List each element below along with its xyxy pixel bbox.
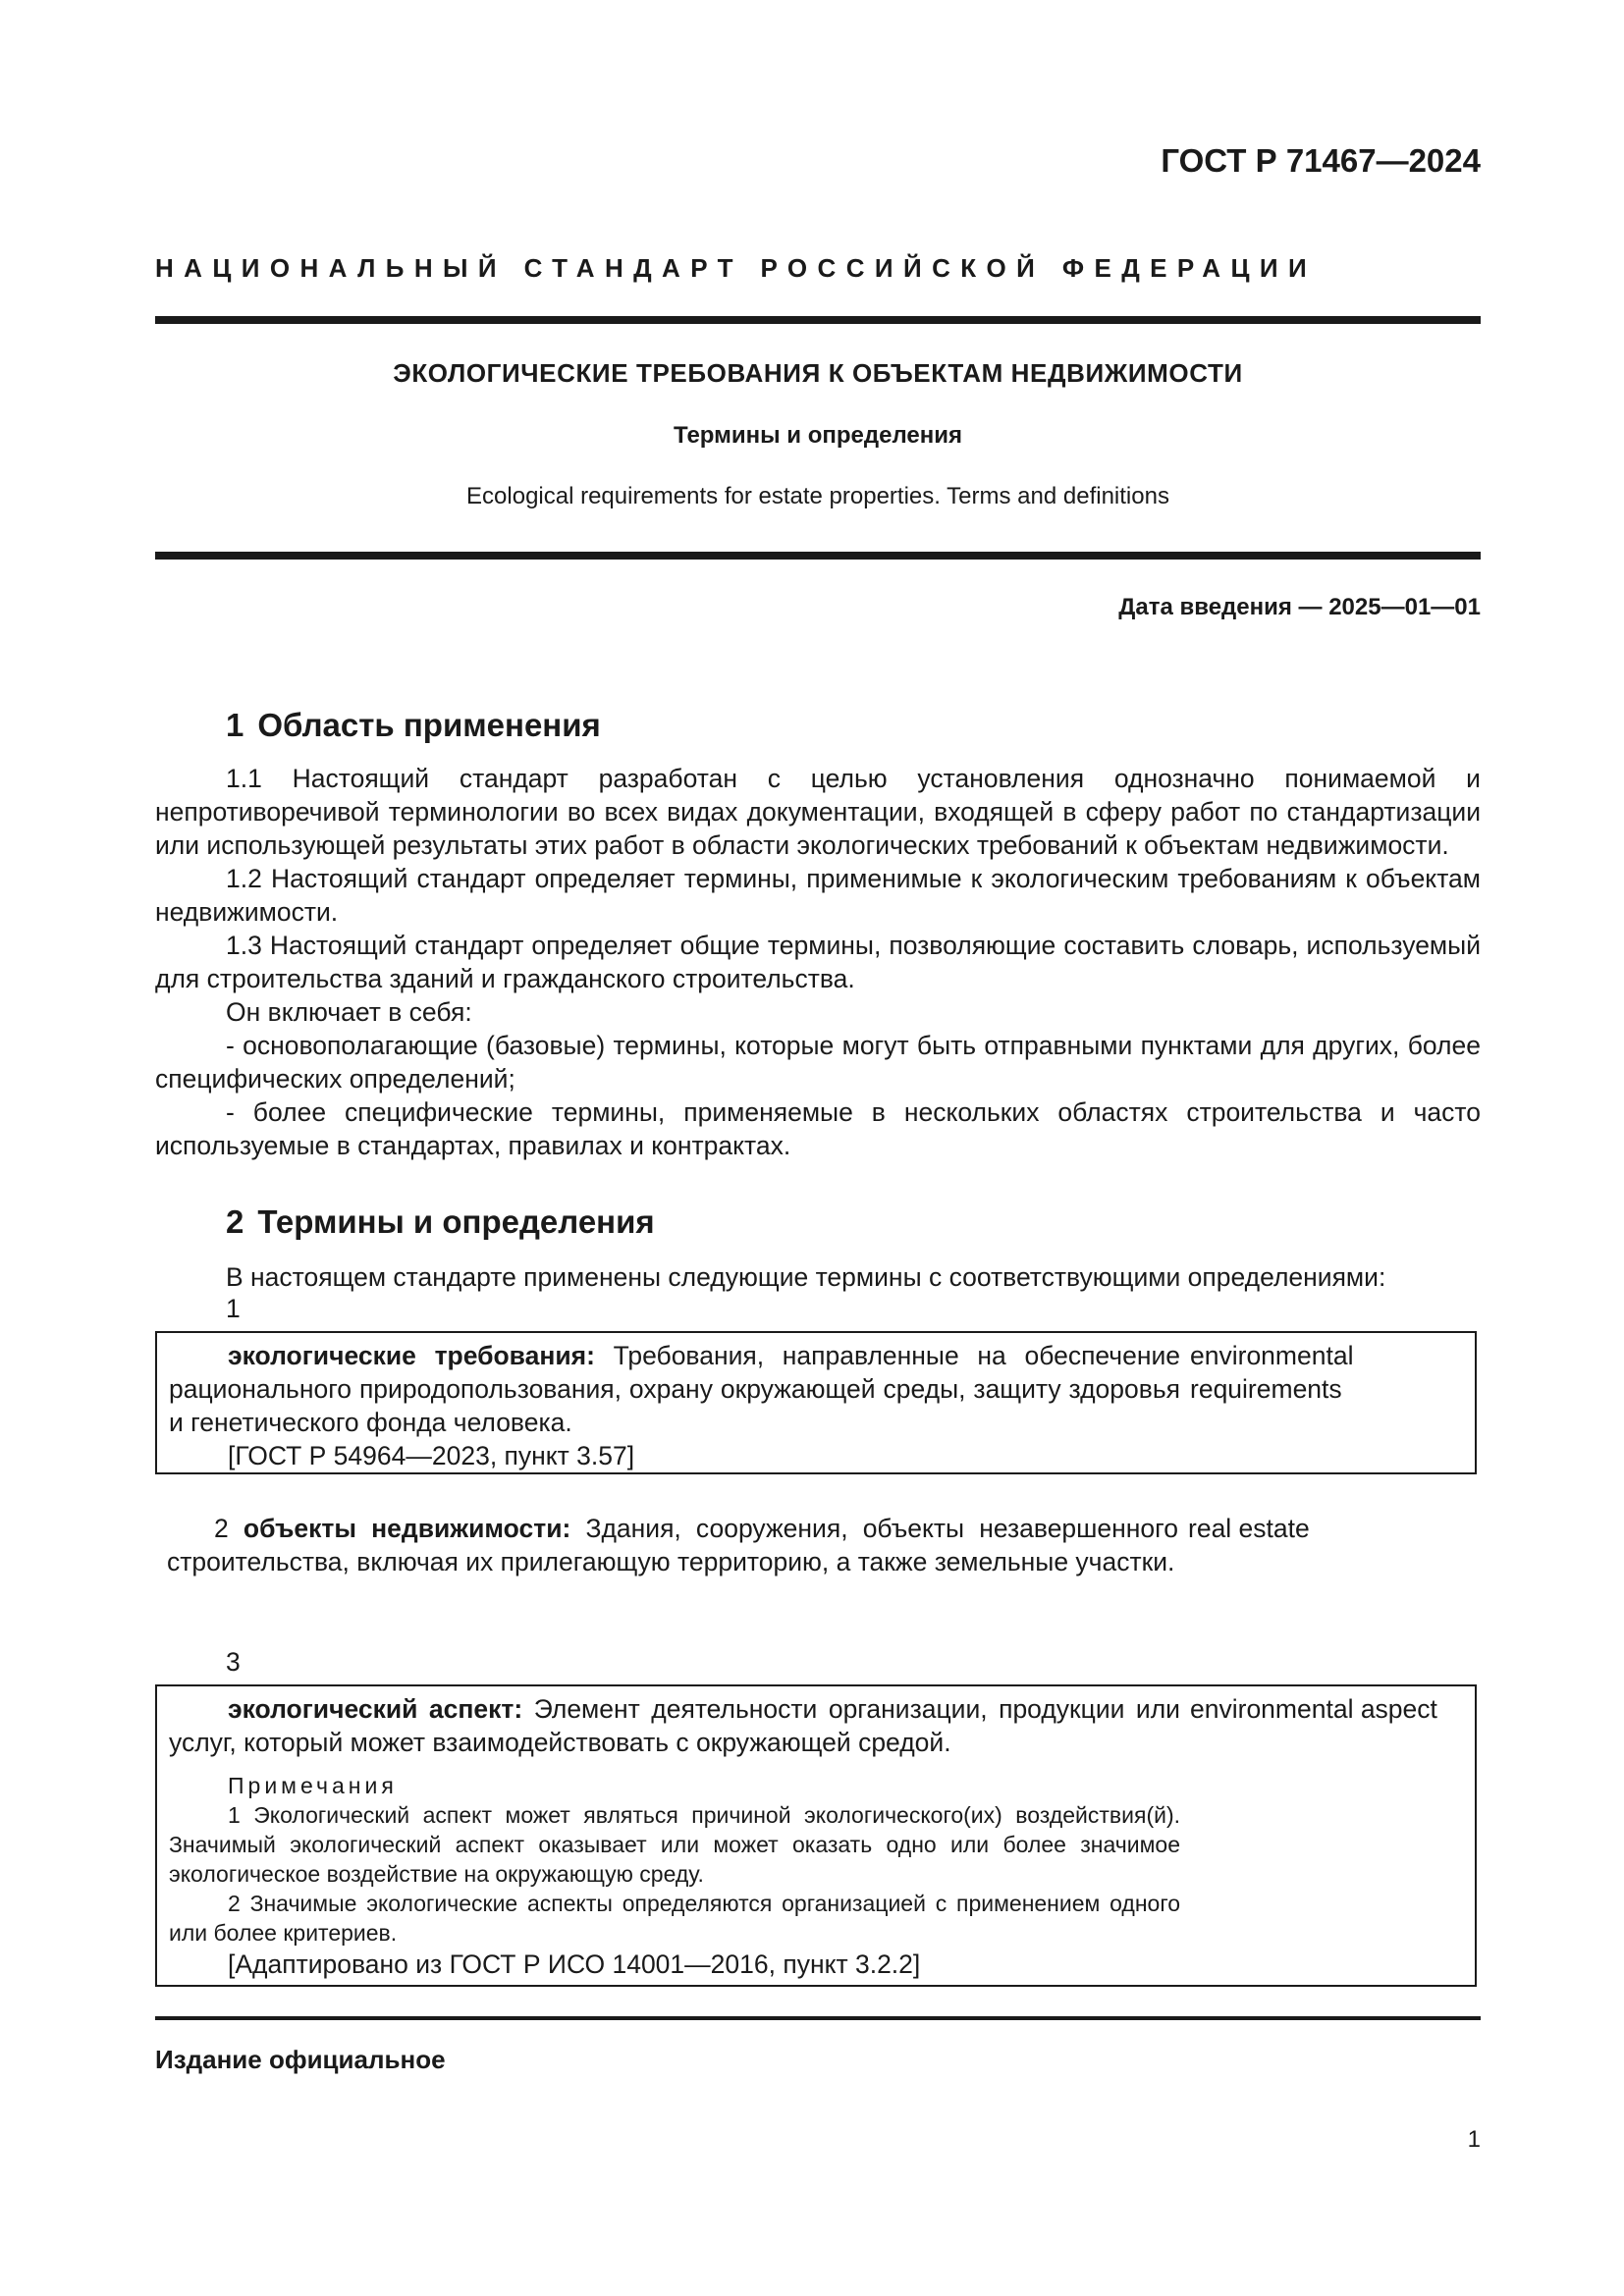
english-title: Ecological requirements for estate properties. Terms and definitions [466, 483, 1169, 509]
term-definition-text: Требования, направленные на обеспечение рационального природопользования, охрану окружающей среды, защиту здоровья и генетического фонда человека. [169, 1341, 1180, 1437]
term-number: 2 [214, 1514, 229, 1543]
page-number: 1 [1467, 2126, 1481, 2153]
term-1-box [155, 1331, 1477, 1474]
document-subtitle: Термины и определения [673, 422, 963, 449]
document-number: ГОСТ Р 71467—2024 [1161, 142, 1481, 179]
section-number: 1 [226, 707, 244, 743]
section-2-intro [155, 1260, 1481, 1294]
note-item: 2 Значимые экологические аспекты определяются организацией с применением одного или более критериев. [169, 1891, 1180, 1946]
top-rule-divider [155, 316, 1481, 324]
paragraph: Он включает в себя: [226, 997, 472, 1027]
term-2-definition [167, 1512, 1178, 1578]
paragraph: - основополагающие (базовые) термины, которые могут быть отправными пунктами для других, более специфических определений; [155, 1031, 1481, 1094]
term-1-number: 1 [226, 1294, 241, 1323]
notes-title: Примечания [228, 1773, 398, 1798]
section-2-heading [226, 1203, 655, 1241]
section-number: 2 [226, 1203, 244, 1240]
term-name: экологические требования: [228, 1341, 595, 1370]
term-name: объекты недвижимости: [243, 1514, 571, 1543]
bottom-rule-divider [155, 552, 1481, 560]
term-3-number: 3 [226, 1647, 241, 1677]
section-title: Область применения [257, 707, 601, 743]
term-3-box [155, 1684, 1477, 1987]
section-1-body [155, 762, 1481, 1162]
footer-rule-divider [155, 2016, 1481, 2020]
term-3-definition [169, 1692, 1180, 1981]
term-source: [ГОСТ Р 54964—2023, пункт 3.57] [228, 1441, 635, 1470]
term-1-definition [169, 1339, 1180, 1472]
term-2-english: real estate [1188, 1514, 1310, 1543]
paragraph: 1.3 Настоящий стандарт определяет общие термины, позволяющие составить словарь, используемый для строительства зданий и гражданского строительства. [155, 931, 1481, 993]
term-definition-text: Здания, сооружения, объекты незавершенного строительства, включая их прилегающую территорию, а также земельные участки. [167, 1514, 1178, 1576]
term-name: экологический аспект: [228, 1694, 523, 1724]
official-edition-label: Издание официальное [155, 2045, 446, 2074]
paragraph: В настоящем стандарте применены следующие термины с соответствующими определениями: [226, 1262, 1386, 1292]
term-source: [Адаптировано из ГОСТ Р ИСО 14001—2016, пункт 3.2.2] [228, 1949, 921, 1979]
section-title: Термины и определения [257, 1203, 655, 1240]
introduction-date: Дата введения — 2025—01—01 [1118, 594, 1481, 620]
term-1-english: environmental requirements [1190, 1341, 1354, 1404]
term-definition-text: Элемент деятельности организации, продукции или услуг, который может взаимодействовать с окружающей средой. [169, 1694, 1180, 1757]
paragraph: 1.2 Настоящий стандарт определяет термины, применимые к экологическим требованиям к объектам недвижимости. [155, 864, 1481, 927]
term-3-english: environmental aspect [1190, 1694, 1437, 1724]
paragraph: - более специфические термины, применяемые в нескольких областях строительства и часто используемые в стандартах, правилах и контрактах. [155, 1097, 1481, 1160]
paragraph: 1.1 Настоящий стандарт разработан с целью установления однозначно понимаемой и непротиворечивой терминологии во всех видах документации, входящей в сферу работ по стандартизации или использующей результаты этих работ в области экологических требований к объектам недвижимости. [155, 764, 1481, 860]
national-standard-label: НАЦИОНАЛЬНЫЙ СТАНДАРТ РОССИЙСКОЙ ФЕДЕРАЦИИ [155, 253, 1318, 283]
note-item: 1 Экологический аспект может являться причиной экологического(их) воздействия(й). Значимый экологический аспект оказывает или может оказать одно или более значимое экологическое воздействие на окружающую среду. [169, 1802, 1180, 1887]
document-title: ЭКОЛОГИЧЕСКИЕ ТРЕБОВАНИЯ К ОБЪЕКТАМ НЕДВИЖИМОСТИ [393, 358, 1243, 388]
section-1-heading [226, 707, 601, 744]
